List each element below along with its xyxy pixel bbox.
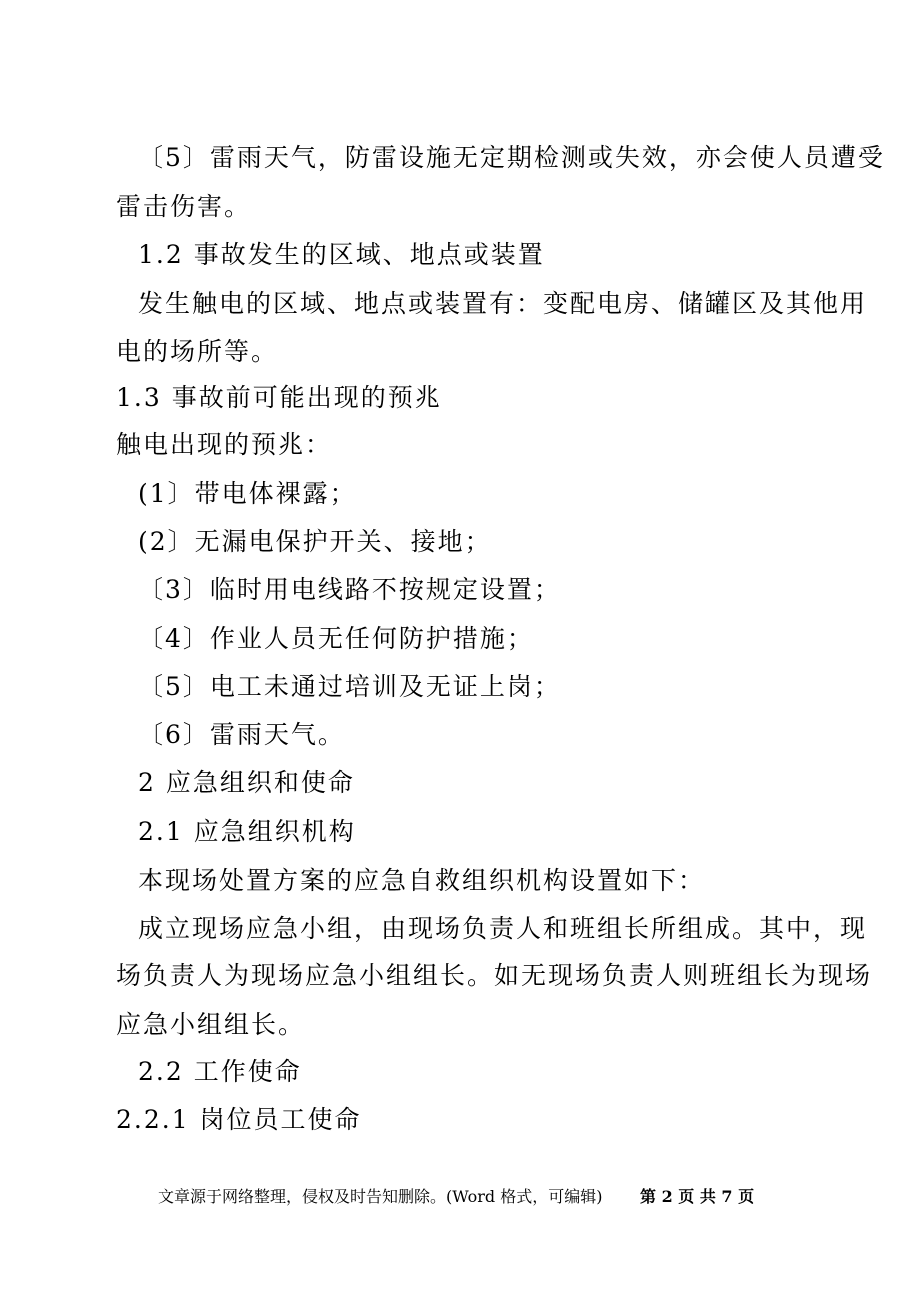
text-line: 成立现场应急小组，由现场负责人和班组长所组成。其中，现: [138, 914, 868, 943]
text-line: 触电出现的预兆：: [116, 430, 333, 459]
text-line: 雷击伤害。: [116, 192, 252, 221]
text-line: 发生触电的区域、地点或装置有：变配电房、储罐区及其他用: [138, 289, 868, 318]
section-heading: 2.2 工作使命: [138, 1057, 302, 1086]
section-heading: 1.2 事故发生的区域、地点或装置: [138, 240, 545, 269]
footer-note: 文章源于网络整理，侵权及时告知删除。(Word 格式，可编辑): [158, 1187, 603, 1206]
section-heading: 1.3 事故前可能出现的预兆: [116, 383, 442, 412]
section-heading: 2.2.1 岗位员工使命: [116, 1105, 362, 1134]
section-heading: 2 应急组织和使命: [138, 768, 355, 797]
page-footer: [158, 1186, 755, 1208]
list-item: 〔6〕雷雨天气。: [138, 720, 345, 749]
text-line: 本现场处置方案的应急自救组织机构设置如下：: [138, 866, 706, 895]
text-line: 电的场所等。: [116, 337, 279, 366]
text-line: 应急小组组长。: [116, 1010, 306, 1039]
list-item: (2〕无漏电保护开关、接地；: [138, 527, 492, 556]
section-heading: 2.1 应急组织机构: [138, 817, 356, 846]
list-item: 〔3〕临时用电线路不按规定设置；: [138, 575, 561, 604]
text-line: 〔5〕雷雨天气，防雷设施无定期检测或失效，亦会使人员遭受: [138, 143, 885, 172]
page-number: 第 2 页 共 7 页: [640, 1187, 755, 1206]
list-item: 〔4〕作业人员无任何防护措施；: [138, 624, 534, 653]
list-item: (1〕带电体裸露；: [138, 479, 357, 508]
list-item: 〔5〕电工未通过培训及无证上岗；: [138, 672, 561, 701]
text-line: 场负责人为现场应急小组组长。如无现场负责人则班组长为现场: [116, 961, 873, 990]
